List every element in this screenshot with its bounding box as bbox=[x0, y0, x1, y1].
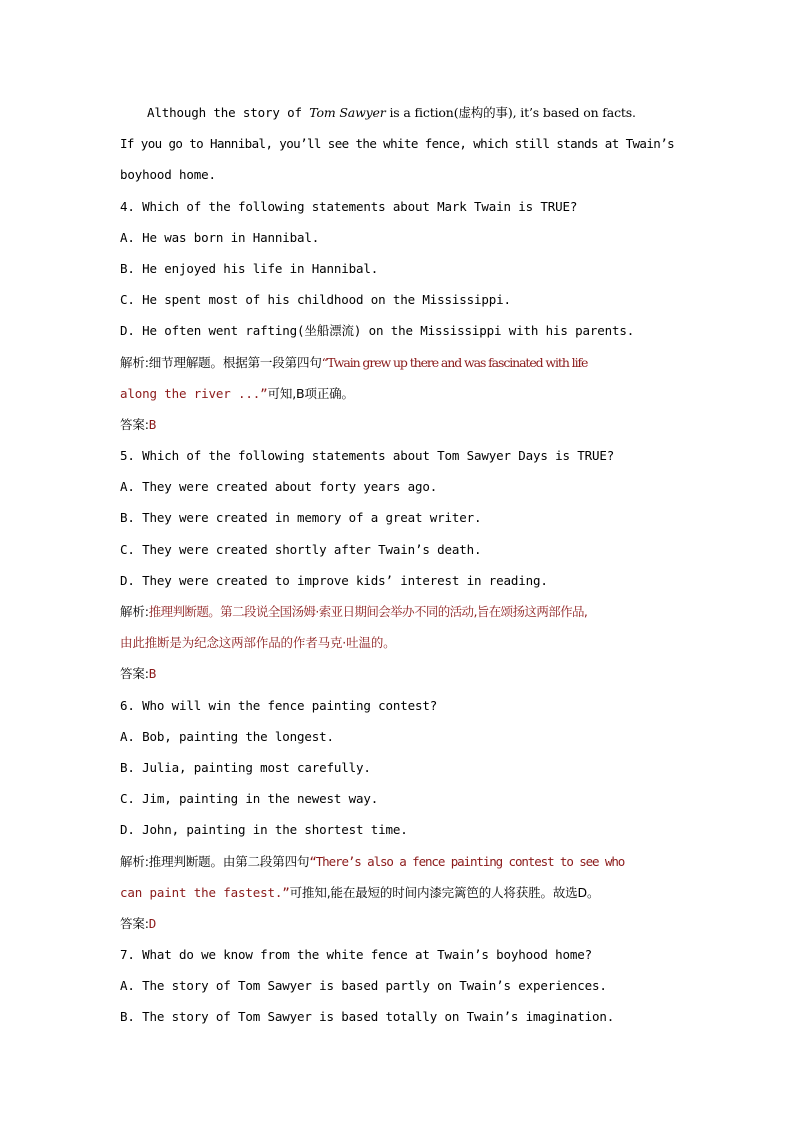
answer-label: 答案: bbox=[120, 666, 149, 682]
document-body bbox=[120, 101, 680, 1037]
answer-label: 答案: bbox=[120, 915, 149, 931]
q5-option-b: B. They were created in memory of a great writer. bbox=[120, 510, 482, 526]
option-text: ) on the Mississippi with his parents. bbox=[353, 323, 635, 339]
q4-option-c: C. He spent most of his childhood on the Mississippi. bbox=[120, 292, 511, 308]
q6-option-a: A. Bob, painting the longest. bbox=[120, 728, 334, 744]
q6-option-c: C. Jim, painting in the newest way. bbox=[120, 791, 379, 807]
analysis-quote: “Twain grew up there and was fascinated with life bbox=[321, 354, 588, 370]
q5-analysis bbox=[120, 600, 680, 631]
q4-analysis bbox=[120, 351, 680, 382]
passage-line-1 bbox=[120, 101, 680, 132]
q6-option-d: D. John, painting in the shortest time. bbox=[120, 822, 408, 838]
passage-text: is a fiction( bbox=[385, 105, 459, 120]
option-text: D. He often went rafting( bbox=[120, 323, 305, 339]
answer-value: D bbox=[148, 915, 157, 931]
q4-option-a: A. He was born in Hannibal. bbox=[120, 229, 320, 245]
chinese-gloss: 虚构的事 bbox=[458, 105, 508, 120]
q6-analysis bbox=[120, 850, 680, 881]
q4-answer bbox=[120, 413, 680, 444]
question-7: 7. What do we know from the white fence at Twain’s boyhood home? bbox=[120, 947, 593, 963]
answer-value: B bbox=[148, 666, 157, 682]
q5-option-a: A. They were created about forty years ago. bbox=[120, 479, 438, 495]
analysis-text: 由此推断是为纪念这两部作品的作者马克·吐温的。 bbox=[120, 635, 396, 651]
analysis-label: 解析: bbox=[120, 853, 149, 869]
chinese-gloss: 坐船漂流 bbox=[304, 323, 354, 339]
analysis-text: 可推知,能在最短的时间内漆完篱笆的人将获胜。故选D。 bbox=[289, 884, 600, 900]
analysis-text: 可知,B项正确。 bbox=[267, 385, 354, 401]
analysis-text: 推理判断题。由第二段第四句 bbox=[148, 853, 310, 869]
q4-option-d bbox=[120, 319, 680, 350]
analysis-text: 推理判断题。第二段说全国汤姆·索亚日期间会举办不同的活动,旨在颂扬这两部作品, bbox=[148, 604, 588, 619]
q4-option-b: B. He enjoyed his life in Hannibal. bbox=[120, 260, 379, 276]
book-title: Tom Sawyer bbox=[309, 105, 386, 120]
question-5: 5. Which of the following statements about Tom Sawyer Days is TRUE? bbox=[120, 448, 615, 464]
analysis-quote: can paint the fastest.” bbox=[120, 884, 290, 900]
q5-analysis-cont bbox=[120, 631, 680, 662]
answer-value: B bbox=[148, 416, 157, 432]
q6-answer bbox=[120, 912, 680, 943]
q5-option-c: C. They were created shortly after Twain’s death. bbox=[120, 541, 482, 557]
passage-text: ), it’s based on facts. bbox=[507, 105, 636, 120]
q6-option-b: B. Julia, painting most carefully. bbox=[120, 759, 371, 775]
q5-option-d: D. They were created to improve kids’ interest in reading. bbox=[120, 572, 548, 588]
q4-analysis-cont bbox=[120, 382, 680, 413]
analysis-quote: “There’s also a fence painting contest to see who bbox=[309, 853, 625, 869]
question-4: 4. Which of the following statements about Mark Twain is TRUE? bbox=[120, 198, 578, 214]
analysis-text: 细节理解题。根据第一段第四句 bbox=[148, 354, 322, 370]
passage-line-3: boyhood home. bbox=[120, 167, 216, 183]
q7-option-a: A. The story of Tom Sawyer is based partly on Twain’s experiences. bbox=[120, 978, 607, 994]
answer-label: 答案: bbox=[120, 416, 149, 432]
analysis-label: 解析: bbox=[120, 354, 149, 370]
q5-answer bbox=[120, 662, 680, 693]
analysis-label: 解析: bbox=[120, 604, 149, 619]
q7-option-b: B. The story of Tom Sawyer is based totally on Twain’s imagination. bbox=[120, 1009, 615, 1025]
question-6: 6. Who will win the fence painting contest? bbox=[120, 697, 438, 713]
q6-analysis-cont bbox=[120, 881, 680, 912]
passage-line-2: If you go to Hannibal, you’ll see the white fence, which still stands at Twain’s bbox=[120, 136, 675, 152]
passage-text: Although the story of bbox=[147, 105, 310, 120]
analysis-quote: along the river ...” bbox=[120, 385, 268, 401]
